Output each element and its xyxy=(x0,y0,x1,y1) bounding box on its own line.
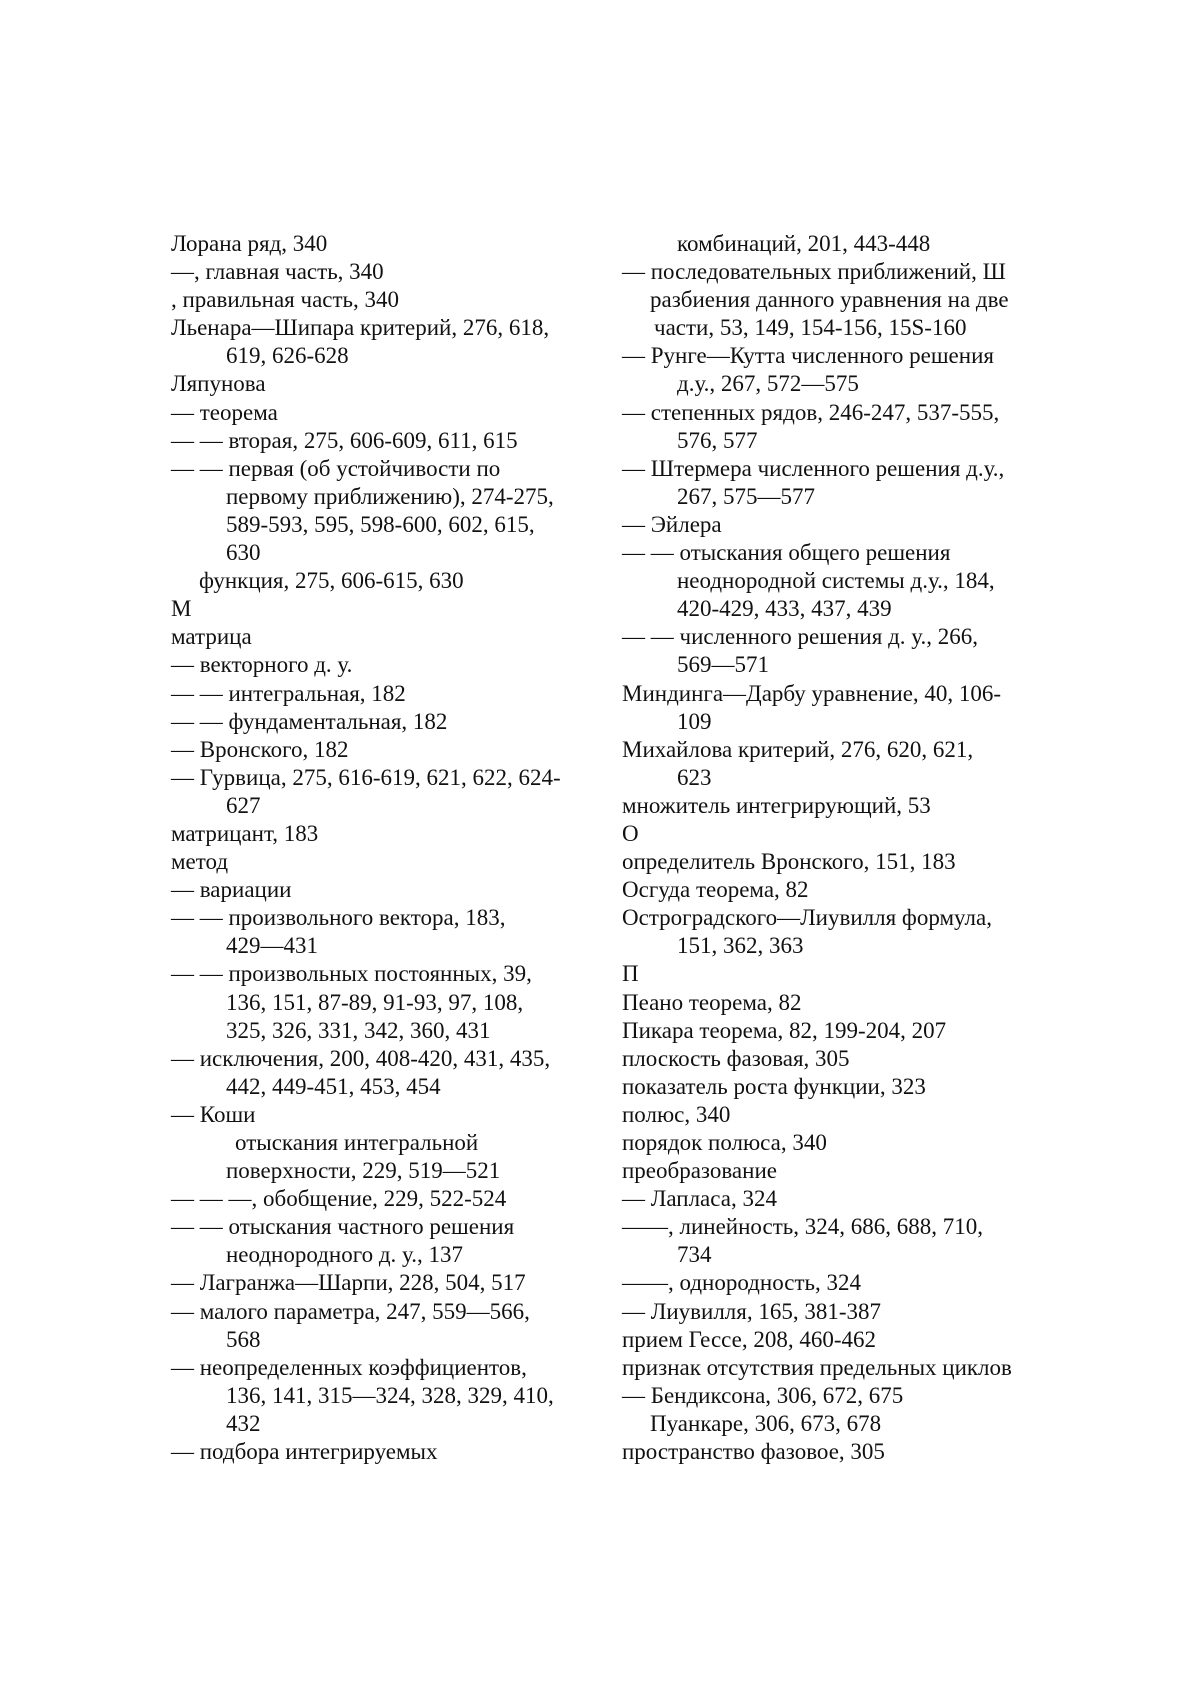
index-entry: — — первая (об устойчивости по xyxy=(171,455,501,481)
index-entry: 151, 362, 363 xyxy=(677,933,804,959)
index-entry: — последовательных приближений, Ш xyxy=(622,259,1006,285)
index-entry: Пуанкаре, 306, 673, 678 xyxy=(650,1410,882,1436)
index-entry: — векторного д. у. xyxy=(171,652,353,678)
index-column-left xyxy=(171,230,611,1466)
index-entry: признак отсутствия предельных циклов xyxy=(622,1354,1012,1380)
index-entry: Михайлова критерий, 276, 620, 621, xyxy=(622,736,974,762)
index-entry: прием Гессе, 208, 460-462 xyxy=(622,1326,877,1352)
index-entry: неоднородной системы д.у., 184, xyxy=(677,568,995,594)
index-entry: 325, 326, 331, 342, 360, 431 xyxy=(226,1017,491,1043)
index-entry: — Лиувилля, 165, 381-387 xyxy=(622,1298,882,1324)
index-entry: Лорана ряд, 340 xyxy=(171,231,328,256)
index-entry: — Лагранжа—Шарпи, 228, 504, 517 xyxy=(171,1270,526,1296)
index-entry: поверхности, 229, 519—521 xyxy=(226,1158,501,1184)
index-entry: Осгуда теорема, 82 xyxy=(622,877,809,903)
index-entry: 136, 151, 87-89, 91-93, 97, 108, xyxy=(226,989,524,1015)
index-entry: — теорема xyxy=(171,399,278,425)
index-entry: О xyxy=(622,820,639,846)
index-entry: — — интегральная, 182 xyxy=(171,680,406,706)
index-entry: П xyxy=(622,961,639,987)
index-entry: 136, 141, 315—324, 328, 329, 410, xyxy=(226,1382,554,1408)
index-column-right xyxy=(622,230,1052,1466)
index-entry: — — фундаментальная, 182 xyxy=(171,708,448,734)
index-entry: Льенара—Шипара критерий, 276, 618, xyxy=(171,315,550,341)
index-entry: преобразование xyxy=(622,1158,777,1184)
index-entry: 267, 575—577 xyxy=(677,483,815,509)
index-entry: 432 xyxy=(226,1410,261,1436)
index-entry: 630 xyxy=(226,540,261,566)
index-entry: комбинаций, 201, 443-448 xyxy=(677,231,931,256)
index-entry: Остроградского—Лиувилля формула, xyxy=(622,905,992,931)
index-entry: части, 53, 149, 154-156, 15S-160 xyxy=(654,315,967,341)
index-entry: показатель роста функции, 323 xyxy=(622,1073,926,1099)
index-entry: — неопределенных коэффициентов, xyxy=(171,1354,527,1380)
index-entry: — — отыскания частного решения xyxy=(171,1214,515,1240)
index-entry: множитель интегрирующий, 53 xyxy=(622,792,931,818)
index-entry: 619, 626-628 xyxy=(226,343,349,369)
index-entry: М xyxy=(171,596,192,622)
index-entry: 420-429, 433, 437, 439 xyxy=(677,596,892,622)
index-entry: — — произвольных постоянных, 39, xyxy=(171,961,532,987)
index-entry: — степенных рядов, 246-247, 537-555, xyxy=(622,399,1000,425)
index-entry: — — вторая, 275, 606-609, 611, 615 xyxy=(171,427,518,453)
index-entry: — — произвольного вектора, 183, xyxy=(171,905,506,931)
index-entry: — — отыскания общего решения xyxy=(622,540,951,566)
index-entry: пространство фазовое, 305 xyxy=(622,1439,885,1465)
index-entry: 576, 577 xyxy=(677,427,758,453)
index-entry: Пеано теорема, 82 xyxy=(622,989,802,1015)
index-entry: — Бендиксона, 306, 672, 675 xyxy=(622,1382,904,1408)
index-entry: — малого параметра, 247, 559—566, xyxy=(171,1298,530,1324)
index-entry: 109 xyxy=(677,708,712,734)
index-entry: — исключения, 200, 408-420, 431, 435, xyxy=(171,1045,551,1071)
index-entry: ——, однородность, 324 xyxy=(622,1270,862,1296)
index-entry: — Вронского, 182 xyxy=(171,736,349,762)
index-entry: первому приближению), 274-275, xyxy=(226,483,554,509)
index-entry: 442, 449-451, 453, 454 xyxy=(226,1073,441,1099)
index-entry: — Рунге—Кутта численного решения xyxy=(622,343,994,369)
index-entry: матрицант, 183 xyxy=(171,820,319,846)
index-entry: д.у., 267, 572—575 xyxy=(677,371,859,397)
index-entry: — — численного решения д. у., 266, xyxy=(622,624,978,650)
index-entry: полюс, 340 xyxy=(622,1101,731,1127)
index-entry: 569—571 xyxy=(677,652,769,678)
index-entry: 623 xyxy=(677,764,712,790)
index-entry: функция, 275, 606-615, 630 xyxy=(199,568,464,594)
index-entry: — Штермера численного решения д.у., xyxy=(622,455,1005,481)
index-entry: , правильная часть, 340 xyxy=(171,287,400,313)
index-entry: неоднородного д. у., 137 xyxy=(226,1242,463,1268)
index-entry: метод xyxy=(171,849,229,875)
index-entry: плоскость фазовая, 305 xyxy=(622,1045,850,1071)
index-entry: — Лапласа, 324 xyxy=(622,1186,777,1212)
index-entry: 627 xyxy=(226,792,261,818)
index-entry: порядок полюса, 340 xyxy=(622,1130,827,1155)
index-entry: 734 xyxy=(677,1242,712,1268)
index-entry: — Коши xyxy=(171,1101,256,1127)
index-entry: —, главная часть, 340 xyxy=(171,259,384,285)
index-entry: ——, линейность, 324, 686, 688, 710, xyxy=(622,1214,983,1240)
index-entry: 589-593, 595, 598-600, 602, 615, xyxy=(226,511,535,537)
index-entry: — Эйлера xyxy=(622,511,722,537)
index-entry: Пикара теорема, 82, 199-204, 207 xyxy=(622,1017,947,1043)
index-entry: Миндинга—Дарбу уравнение, 40, 106- xyxy=(622,680,1002,706)
index-entry: разбиения данного уравнения на две xyxy=(650,287,1009,313)
index-entry: Ляпунова xyxy=(171,371,266,397)
index-entry: — вариации xyxy=(171,877,292,903)
index-entry: отыскания интегральной xyxy=(235,1130,479,1155)
index-entry: — Гурвица, 275, 616-619, 621, 622, 624- xyxy=(171,764,561,790)
index-entry: 568 xyxy=(226,1326,261,1352)
index-entry: матрица xyxy=(171,624,252,650)
index-entry: — подбора интегрируемых xyxy=(171,1439,438,1465)
index-entry: определитель Вронского, 151, 183 xyxy=(622,849,956,875)
index-entry: 429—431 xyxy=(226,933,318,959)
index-entry: — — —, обобщение, 229, 522-524 xyxy=(171,1186,507,1212)
